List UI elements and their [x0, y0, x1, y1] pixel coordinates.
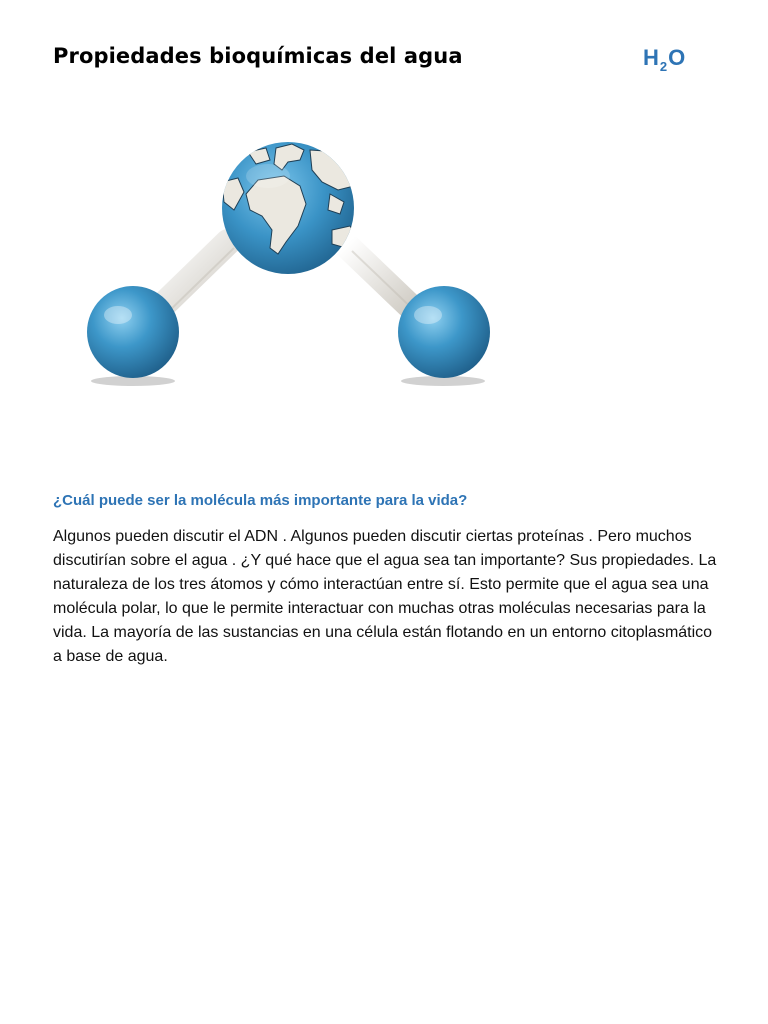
question-heading: ¿Cuál puede ser la molécula más importante para la vida? [53, 492, 468, 509]
page-title: Propiedades bioquímicas del agua [53, 44, 463, 68]
formula-base: H [643, 45, 659, 70]
body-paragraph: Algunos pueden discutir el ADN . Algunos pueden discutir ciertas proteínas . Pero muchos discutirían sobre el agua . ¿Y qué hace que el agua sea tan importante? Sus propiedades. La naturaleza de los tres átomos y cómo interactúan entre sí. Esto permite que el agua sea una molécula polar, lo que le permite interactuar con muchas otras moléculas necesarias para la vida. La mayoría de las sustancias en una célula están flotando en un entorno citoplasmático a base de agua. [53, 528, 717, 665]
formula-suffix: O [668, 45, 686, 70]
hydrogen-atom-right [398, 286, 490, 378]
hydrogen-atom-left [87, 286, 179, 378]
formula-subscript: 2 [659, 59, 668, 74]
water-formula [643, 44, 685, 75]
water-molecule-globe-illustration [78, 130, 498, 400]
